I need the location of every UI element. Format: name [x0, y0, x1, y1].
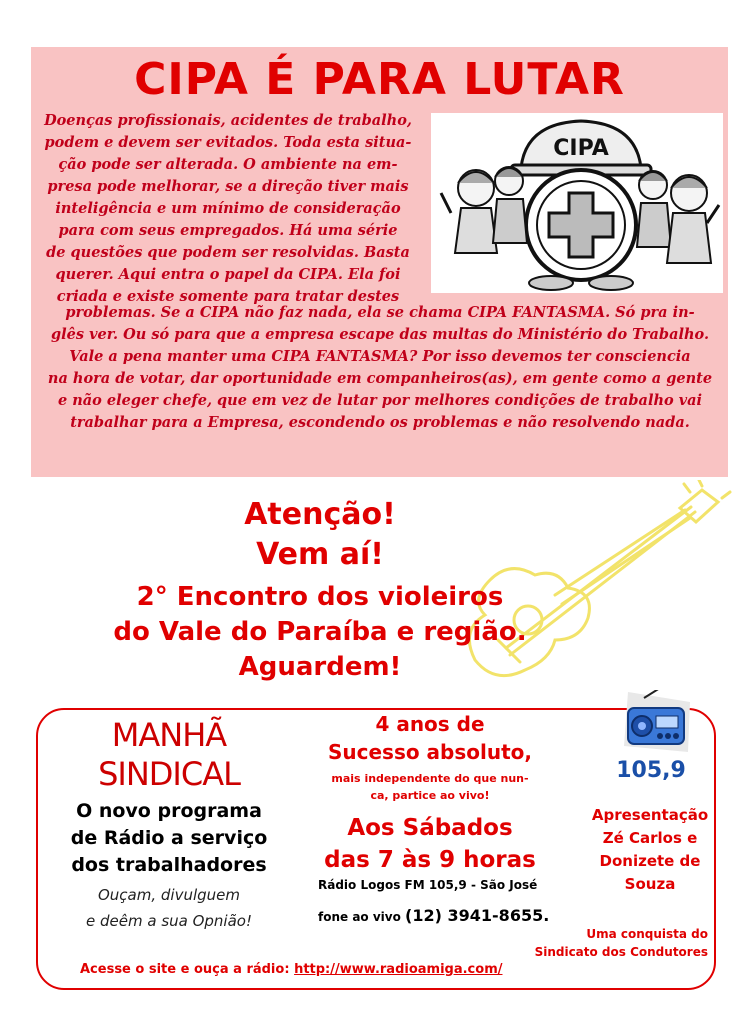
announcement-coming: Vem aí!: [256, 537, 384, 572]
radio-frequency: 105,9: [616, 758, 686, 783]
years-headline: 4 anos de: [375, 712, 485, 736]
cipa-line: e não eleger chefe, que em vez de lutar por melhores condições de trabalho vai: [57, 392, 703, 409]
phone-number: (12) 3941-8655.: [405, 906, 550, 925]
announcement-await: Aguardem!: [238, 652, 402, 682]
website-line: [80, 962, 502, 977]
cipa-line: podem e devem ser evitados. Toda esta situa-: [44, 134, 412, 151]
cipa-line: problemas. Se a CIPA não faz nada, ela se chama CIPA FANTASMA. Só pra in-: [65, 304, 695, 321]
announcement-region: do Vale do Paraíba e região.: [113, 617, 527, 647]
cipa-line: inteligência e um mínimo de consideração: [55, 200, 401, 217]
union-credit: Sindicato dos Condutores: [534, 945, 708, 959]
presenters: Zé Carlos e: [602, 829, 698, 847]
cipa-line: querer. Aqui entra o papel da CIPA. Ela foi: [55, 266, 401, 283]
website-link[interactable]: http://www.radioamiga.com/: [294, 962, 503, 977]
announcement-event: 2° Encontro dos violeiros: [136, 582, 504, 612]
announcement-attention: Atenção!: [244, 497, 396, 532]
program-call-to-action: Ouçam, divulguem: [97, 886, 240, 904]
cipa-line: na hora de votar, dar oportunidade em companheiros(as), em gente como a gente: [47, 370, 713, 387]
program-title: MANHÃ: [111, 716, 227, 754]
cipa-cartoon-image: [431, 113, 723, 293]
cipa-line: trabalhar para a Empresa, escondendo os problemas e não resolvendo nada.: [70, 414, 690, 431]
cipa-line: Doenças profissionais, acidentes de trabalho,: [44, 112, 412, 129]
cipa-paragraph-bottom: [35, 302, 725, 434]
union-credit: Uma conquista do: [586, 927, 708, 941]
presenters: Apresentação: [591, 806, 709, 824]
station-name: Rádio Logos FM 105,9 - São José: [318, 878, 538, 892]
radio-icon: [620, 690, 696, 760]
hat-label: CIPA: [553, 136, 609, 161]
phone-label: fone ao vivo: [318, 910, 401, 924]
program-description: O novo programa: [76, 800, 262, 822]
cipa-line: ção pode ser alterada. O ambiente na em-: [58, 156, 398, 173]
cipa-box: [31, 47, 728, 477]
cipa-line: glês ver. Ou só para que a empresa escape das multas do Ministério do Trabalho.: [50, 326, 709, 343]
program-description: de Rádio a serviço: [70, 827, 268, 849]
cipa-line: para com seus empregados. Há uma série: [58, 222, 398, 239]
schedule-time: das 7 às 9 horas: [324, 847, 536, 873]
cipa-title: CIPA É PARA LUTAR: [134, 54, 625, 105]
schedule-day: Aos Sábados: [347, 815, 513, 841]
presenters: Souza: [624, 875, 676, 893]
presenters: Donizete de: [599, 852, 701, 870]
cipa-line: presa pode melhorar, se a direção tiver mais: [47, 178, 409, 195]
program-subtitle: SINDICAL: [98, 755, 240, 793]
phone-line: [318, 906, 549, 925]
program-description: dos trabalhadores: [71, 854, 267, 876]
website-label: Acesse o site e ouça a rádio:: [80, 962, 290, 977]
cipa-line: de questões que podem ser resolvidas. Basta: [46, 244, 410, 261]
program-call-to-action: e deêm a sua Opnião!: [86, 912, 252, 930]
cipa-line: Vale a pena manter uma CIPA FANTASMA? Por isso devemos ter consciencia: [69, 348, 691, 365]
independent-note: mais independente do que nun-: [331, 772, 529, 785]
cipa-line: criada e existe somente para tratar destes: [56, 288, 400, 305]
cipa-paragraph-top: [35, 110, 421, 308]
independent-note: ca, partice ao vivo!: [370, 789, 490, 802]
success-headline: Sucesso absoluto,: [327, 740, 533, 764]
